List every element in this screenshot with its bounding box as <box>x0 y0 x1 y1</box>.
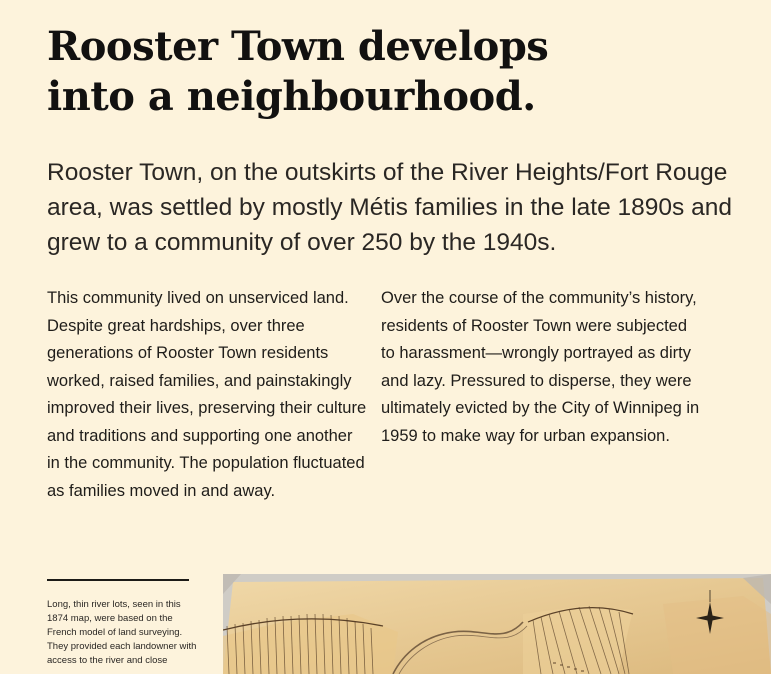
historic-map-image <box>223 574 771 674</box>
body-column-left: This community lived on unserviced land. Despite great hardships, over three generations of Rooster Town residents worked, raised families, and painstakingly improved their lives, preserving their culture and traditions and supporting one another in the community. The population fluctuated as families moved in and away. <box>47 289 367 500</box>
title-line-2: into a neighbourhood. <box>47 73 536 120</box>
map-caption: Long, thin river lots, seen in this 1874 map, were based on the French model of land surveying. They provided each landowner with access to the river and close <box>47 599 197 666</box>
body-column-right: Over the course of the community’s history, residents of Rooster Town were subjected to harassment—wrongly portrayed as dirty and lazy. Pressured to disperse, they were ultimately evicted by the City of Winnipeg in 1959 to make way for urban expansion. <box>381 289 700 445</box>
title-line-1: Rooster Town develops <box>47 23 549 70</box>
caption-divider <box>47 579 189 581</box>
page-title <box>47 22 727 122</box>
intro-paragraph: Rooster Town, on the outskirts of the River Heights/Fort Rouge area, was settled by mostly Métis families in the late 1890s and grew to a community of over 250 by the 1940s. <box>47 159 732 256</box>
